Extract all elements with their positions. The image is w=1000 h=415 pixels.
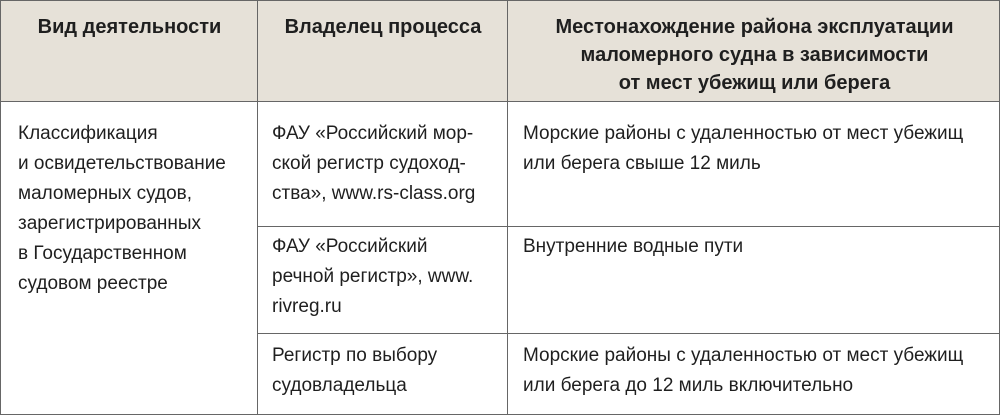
owner-cell-1: ФАУ «Российский мор- ской регистр судоход- ства», www.rs-class.org: [272, 123, 476, 204]
row-divider-1: [257, 226, 1000, 227]
owner-cell-2: ФАУ «Российский речной регистр», www. rivreg.ru: [272, 236, 474, 317]
location-cell-2: Внутренние водные пути: [523, 236, 744, 257]
owner-cell-3: Регистр по выбору судовладельца: [272, 345, 438, 396]
activity-cell: Классификация и освидетельствование маломерных судов, зарегистрированных в Государственном судовом реестре: [18, 123, 226, 294]
column-divider-2: [507, 0, 508, 415]
header-activity-text: Вид деятельности: [37, 16, 222, 38]
header-location-text: Местонахождение района эксплуатации маломерного судна в зависимости от мест убежищ или берега: [555, 16, 954, 94]
row-divider-2: [257, 333, 1000, 334]
header-activity: [1, 1, 258, 103]
header-owner: [258, 1, 508, 103]
header-location: [508, 1, 1000, 103]
table-border-left: [0, 0, 1, 415]
table-header: [0, 0, 1000, 102]
header-owner-text: Владелец процесса: [284, 16, 482, 38]
location-cell-1: Морские районы с удаленностью от мест убежищ или берега свыше 12 миль: [523, 123, 964, 174]
column-divider-1: [257, 0, 258, 415]
location-cell-3: Морские районы с удаленностью от мест убежищ или берега до 12 миль включительно: [523, 345, 964, 396]
